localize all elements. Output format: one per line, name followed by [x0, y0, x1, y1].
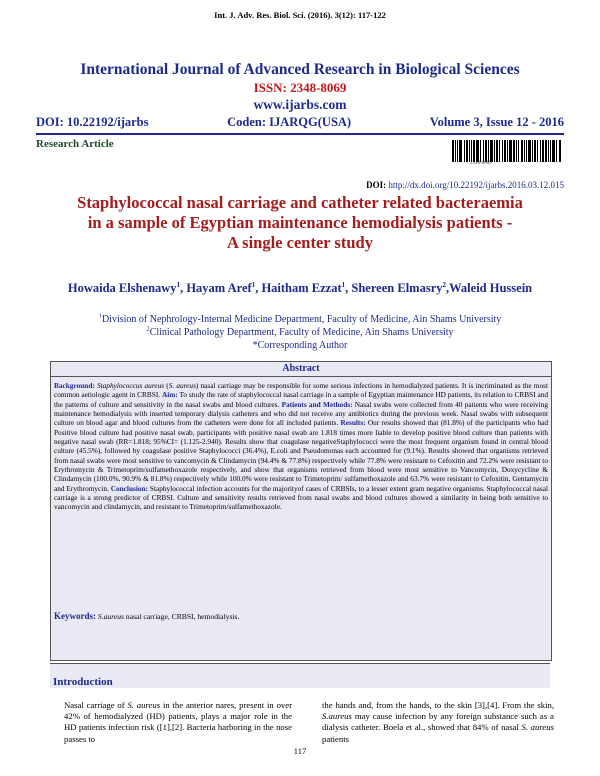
barcode-bar	[550, 140, 551, 162]
species-name: S.aureus	[97, 612, 124, 621]
barcode-bar	[504, 140, 506, 162]
barcode-number: 2348-8069	[470, 161, 492, 166]
author-affiliation-marker: 1	[176, 280, 181, 289]
barcode-bar	[507, 140, 508, 162]
author-separator: ,	[255, 281, 262, 295]
journal-name: International Journal of Advanced Research in Biological Sciences	[80, 61, 520, 78]
journal-meta-row	[36, 115, 564, 130]
article-type: Research Article	[36, 138, 114, 150]
abstract-heading: Abstract	[282, 363, 320, 374]
species-name: S. aureus	[127, 700, 161, 710]
abstract-label: Conclusion:	[110, 483, 149, 493]
barcode-bar	[499, 140, 500, 162]
barcode-bar	[524, 140, 525, 162]
barcode-bar	[471, 140, 472, 162]
barcode-bar	[509, 140, 512, 162]
abstract-results: Our results showed that (81.8%) of the participants who had Positive blood culture had positive nasal swab, participants with positive nasal swab are 1.818 times more liable to develop positive blood culture than patients with negative nasal swab (RR=1.818; 95%CI= (1.125-2.940). Results show that coagulase negativeStaphylococci were the most frequent organism found in central blood culture (45.5%), followed by coagulase positive Staphylococci (36.4%), E.coli and Pseudomonas each accounted for (9.1%). Results showed that organisms retrieved from nasal swabs were most sensitive to vancomycin & Clindamycin (94.4% & 77.8%) respectively while 77.8% were resistant to Cefoxitin and 72.2% were resistant to Erythromycin & Trimetoprim/sulfamethoxazole respectively, and show that organisms retrieved from blood were most sensitive to Vancomycin, Doxycycline & Clindamycin (100.0%, 90.9% & 81.8%) respectively while 100.0% were resistant to Trimetoprim/ sulfamethoxazole and 63.7% were resistant to Cefoxitin, Gentamycin and Erythromycin.	[54, 418, 548, 493]
barcode-bar	[516, 140, 517, 162]
barcode-bar	[542, 140, 544, 162]
barcode-bar	[528, 140, 531, 162]
keywords-text: nasal carriage, CRBSI, hemodialysis.	[124, 612, 240, 621]
abstract-methods: Nasal swabs were collected from 40 patients who were receiving maintenance hemodialysis with inserted temporary dialysis catheters and who did not receive any antibiotics during the previous week. Nasal swabs with subsequent culture on blood agar and blood cultures from the catheters were done for all included patients.	[54, 399, 549, 428]
affiliation-text: Clinical Pathology Department, Faculty of Medicine, Ain Shams University	[149, 327, 454, 338]
affiliation-text: Division of Nephrology-Internal Medicine Department, Faculty of Medicine, Ain Shams University	[101, 314, 502, 325]
article-title-line: A single center study	[227, 233, 373, 252]
journal-website[interactable]: www.ijarbs.com	[253, 97, 347, 112]
barcode-bar	[455, 140, 456, 162]
header-divider	[36, 133, 564, 135]
barcode-bar	[521, 140, 523, 162]
abstract-label: Background:	[54, 381, 95, 390]
author-affiliation-marker: 1	[251, 280, 256, 289]
author-list	[60, 280, 540, 296]
abstract-label: Aim:	[161, 390, 178, 400]
barcode-bar	[540, 140, 541, 162]
barcode-icon	[452, 140, 564, 162]
keywords-label: Keywords:	[54, 611, 96, 621]
abstract-label: Patients and Methods:	[281, 399, 353, 409]
introduction-heading: Introduction	[53, 676, 113, 688]
species-name: S.aureus	[322, 711, 352, 722]
author-name: Howaida Elshenawy	[67, 281, 177, 295]
affiliation-2	[0, 327, 600, 338]
species-name: S. aureus	[521, 722, 554, 733]
barcode-bar	[513, 140, 515, 162]
barcode-bar	[496, 140, 498, 162]
barcode-bar	[548, 140, 549, 162]
barcode-bar	[494, 140, 495, 162]
barcode-bar	[552, 140, 555, 162]
body-column-right	[322, 700, 554, 745]
page-number: 117	[293, 746, 307, 756]
author-separator: ,	[446, 281, 450, 295]
barcode-bar	[534, 140, 536, 162]
introduction-heading-bar	[50, 663, 550, 688]
article-doi	[36, 180, 564, 190]
barcode-bar	[545, 140, 547, 162]
body-text: patients	[322, 733, 350, 744]
barcode-bar	[452, 140, 454, 162]
barcode-bar	[473, 140, 475, 162]
article-doi-label: DOI:	[366, 180, 387, 190]
article-title-line: in a sample of Egyptian maintenance hemodialysis patients -	[87, 213, 513, 232]
barcode-bar	[480, 140, 481, 162]
journal-citation: Int. J. Adv. Res. Biol. Sci. (2016). 3(12): 117-122	[214, 10, 386, 20]
barcode-bar	[556, 140, 557, 162]
author-affiliation-marker: 2	[442, 280, 446, 289]
author-affiliation-marker: 1	[341, 280, 346, 289]
article-doi-link[interactable]: http://dx.doi.org/10.22192/ijarbs.2016.03.12.015	[388, 180, 564, 190]
barcode-bar	[559, 140, 561, 162]
article-title	[40, 193, 560, 253]
barcode-bar	[502, 140, 503, 162]
barcode-bar	[457, 140, 458, 162]
barcode-bar	[518, 140, 519, 162]
body-text: the hands and, from the hands, to the skin [3],[4]. From the skin,	[322, 700, 554, 710]
barcode-bar	[466, 140, 468, 162]
barcode-bar	[537, 140, 538, 162]
author-separator: ,	[345, 281, 352, 295]
barcode-bar	[526, 140, 527, 162]
barcode-bar	[532, 140, 533, 162]
body-column-left	[64, 700, 292, 745]
affiliation-marker: 1	[98, 312, 102, 320]
author-name: Haitham Ezzat	[261, 281, 342, 295]
barcode-bar	[459, 140, 462, 162]
corresponding-author: *Corresponding Author	[252, 340, 348, 351]
issn: ISSN: 2348-8069	[253, 80, 347, 95]
journal-doi: DOI: 10.22192/ijarbs	[36, 115, 149, 129]
article-title-line: Staphylococcal nasal carriage and catheter related bacteraemia	[77, 193, 523, 212]
author-separator: ,	[180, 281, 187, 295]
abstract-conclusion: Staphylococcal infection accounts for the majorityof cases of CRBSIs, to a lesser extent gram negative organisms. Staphylococcal nasal carriage is a strong predictor of CRBSI. Culture and sensitivity results retrieved from nasal swabs and blood cultures showed a similarity in being both sensitive to vancomycin and clindamycin, and resistant to Trimetoprim/sulfamethoxazole.	[54, 483, 549, 512]
species-abbr: S. aureus	[168, 381, 196, 390]
abstract-body: Background: Staphylococcus aureus (S. aureus) nasal carriage may be responsible for some serious infections in hemodialyzed patients. It is incriminated as the most common aetiologic agent in CRBSI. Aim: To study the rate of staphylococcal nasal carriage in a sample of Egyptian maintenance HD patients, its relation to CRBSI and the patterns of culture and sensitivity in the nasal swabs and blood cultures. Patients and Methods: Nasal swabs were collected from 40 patients who were receiving maintenance hemodialysis with inserted temporary dialysis catheters and who did not receive any antibiotics during the previous week. Nasal swabs with subsequent culture on blood agar and blood cultures from the catheters were done for all included patients. Results: Our results showed that (81.8%) of the participants who had Positive blood culture had positive nasal swab, participants with positive nasal swab are 1.818 times more liable to develop positive blood culture than patients with negative nasal swab (RR=1.818; 95%CI= (1.125-2.940). Results show that coagulase negativeStaphylococci were the most frequent organism found in central blood culture (45.5%), followed by coagulase positive Staphylococci (36.4%), E.coli and Pseudomonas each accounted for (9.1%). Results showed that organisms retrieved from nasal swabs were most sensitive to vancomycin & Clindamycin (94.4% & 77.8%) respectively while 77.8% were resistant to Cefoxitin and 72.2% were resistant to Erythromycin & Trimetoprim/sulfamethoxazole respectively, and show that organisms retrieved from blood were most sensitive to Vancomycin, Doxycycline & Clindamycin (100.0%, 90.9% & 81.8%) respectively while 100.0% were resistant to Trimetoprim/ sulfamethoxazole and 63.7% were resistant to Cefoxitin, Gentamycin and Erythromycin. Conclusion: Staphylococcal infection accounts for the majorityof cases of CRBSIs, to a lesser extent gram negative organisms. Staphylococcal nasal carriage is a strong predictor of CRBSI. Culture and sensitivity results retrieved from nasal swabs and blood cultures showed a similarity in being both sensitive to vancomycin and clindamycin, and resistant to Trimetoprim/sulfamethoxazole.	[54, 381, 549, 512]
abstract-background: ) nasal carriage may be responsible for some serious infections in hemodialyzed patients. It is incriminated as the most common aetiologic agent in CRBSI.	[54, 381, 548, 400]
barcode-bar	[488, 140, 489, 162]
body-text: in the anterior nares, present in over 42% of hemodialyzed (HD) patients, plays a major role in the HD patients infection risk ([1],[2]. Bacteria harboring in the nose passes to	[64, 700, 293, 744]
abstract-divider	[50, 376, 552, 377]
affiliation-marker: 2	[146, 325, 150, 333]
journal-volume: Volume 3, Issue 12 - 2016	[429, 115, 564, 129]
journal-coden: Coden: IJARQG(USA)	[227, 115, 352, 129]
barcode-bar	[476, 140, 479, 162]
barcode-bar	[490, 140, 493, 162]
keywords	[54, 611, 548, 621]
barcode-bar	[464, 140, 465, 162]
barcode-bar	[485, 140, 487, 162]
author-name: Waleid Hussein	[449, 281, 533, 295]
barcode-bar	[483, 140, 484, 162]
species-name: Staphylococcus aureus	[96, 381, 165, 390]
author-name: Shereen Elmasry	[351, 281, 443, 295]
abstract-aim: To study the rate of staphylococcal nasal carriage in a sample of Egyptian maintenance HD patients, its relation to CRBSI and the patterns of culture and sensitivity in the nasal swabs and blood cultures.	[54, 390, 549, 409]
body-text: may cause infection by any foreign substance such as a dialysis catheter. Boela et al., showed that 84% of nasal	[322, 711, 554, 733]
body-text: Nasal carriage of	[64, 700, 128, 710]
author-name: Hayam Aref	[186, 281, 252, 295]
abstract-label: Results:	[340, 418, 366, 428]
affiliation-1	[0, 314, 600, 325]
barcode-bar	[469, 140, 470, 162]
